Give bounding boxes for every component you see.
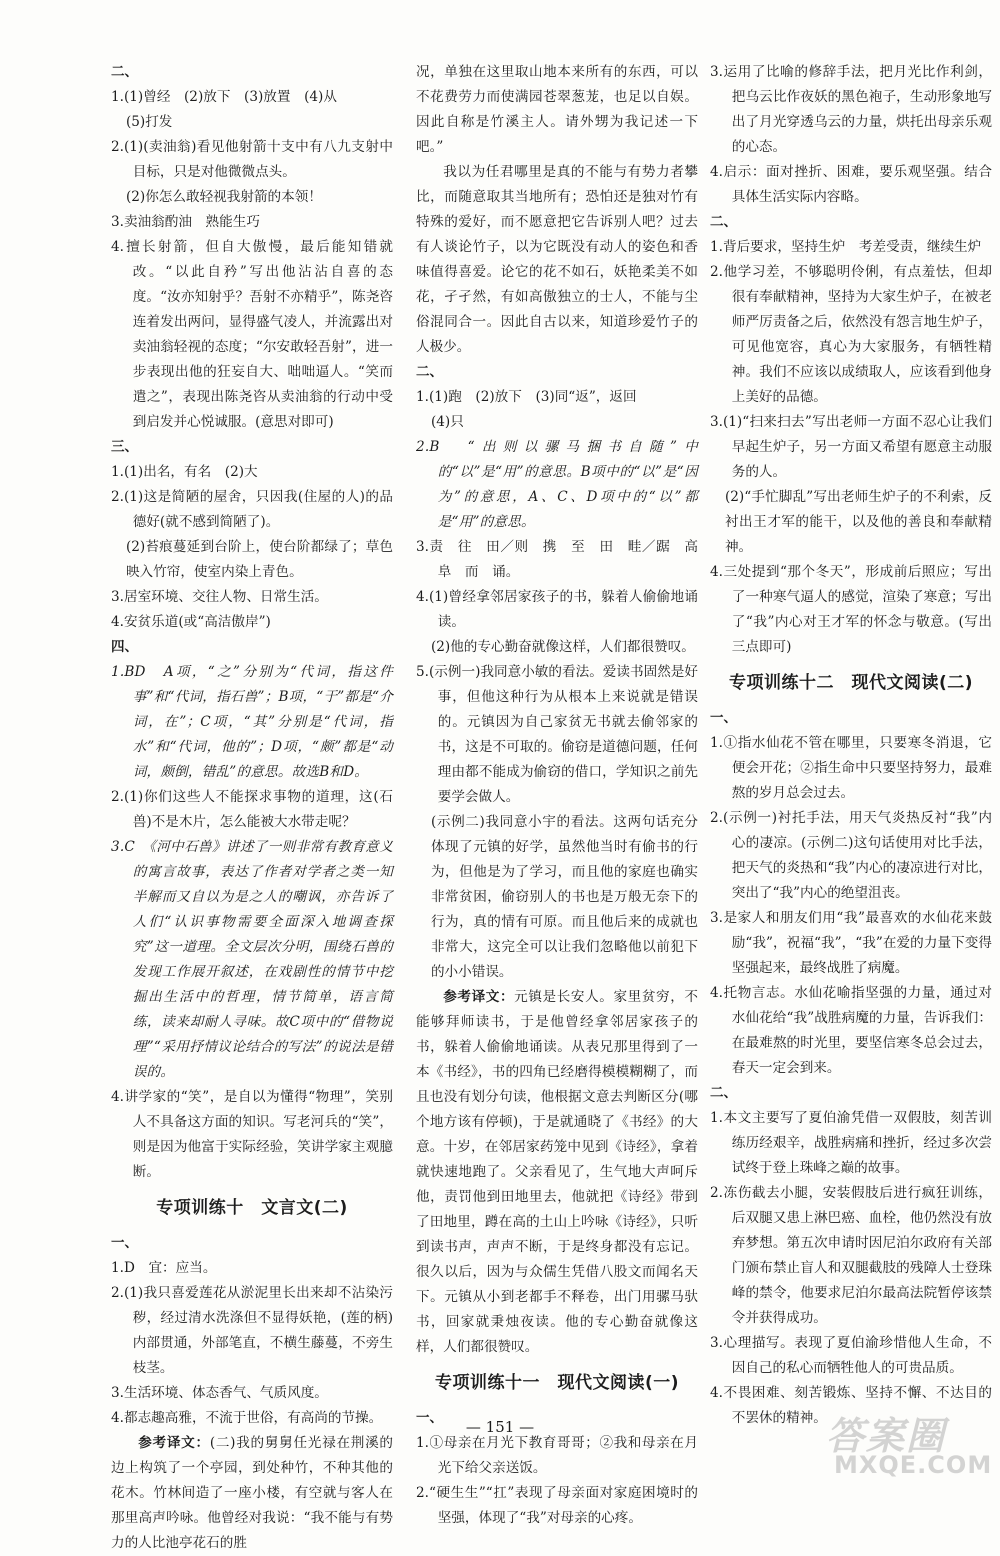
section-marker: 四、 [111,639,138,655]
section-title: 专项训练十 文言文(二) [156,1198,348,1218]
answer-item: 3.责 往 田／则 携 至 田 畦／踞 高 阜 而 诵。 [416,539,712,580]
answer-item: 我以为任君哪里是真的不能与有势力者攀比，而随意取其当地所有；恐怕还是独对竹有特殊的爱好，而不愿意把它告诉别人吧？过去有人谈论竹子，以为它既没有动人的姿色和香味值得喜爱。论它的花不如石，妖艳柔美不如花，孑孑然，有如高傲独立的士人，不能与尘俗混同合一。因此自古以来，知道珍爱竹子的人极少。 [416,164,698,355]
reference-text: 元镇是长安人。家里贫穷，不能够拜师读书，于是他曾经拿邻居家孩子的书，躲着人偷偷地诵读。从表兄那里得到了一本《书经》，书的四角已经磨得模模糊糊了，而且也没有划分句读，他根据文意去判断区分(哪个地方该有停顿)，于是就通晓了《书经》的大意。十岁，在邻居家药笼中见到《诗经》，拿着就快速地跑了。父亲看见了，生气地大声呵斥他，责罚他到田地里去，他就把《诗经》带到了田地里，蹲在高的土山上吟咏《诗经》，只听到读书声，声声不断，于是终身都没有忘记。很久以后，因为与众儒生凭借八股文而闻名天下。元镇从小到老都手不释卷，出门用骡马驮书，回家就秉烛夜读。他的专心勤奋就像这样，人们都很赞叹。 [416,989,699,1355]
answer-item: 3.(1)“扫来扫去”写出老师一方面不忍心让我们早起生炉子，另一方面又希望有愿意主动服务的人。 [710,414,992,480]
answer-item: 2.(1)我只喜爱莲花从淤泥里长出来却不沾染污秽，经过清水洗涤但不显得妖艳，(莲的柄)内部贯通，外部笔直，不横生藤蔓，不旁生枝茎。 [111,1285,393,1376]
page-number: — 151 — [465,1418,535,1436]
section-marker: 二、 [710,1085,737,1101]
answer-item: 1.①指水仙花不管在哪里，只要寒冬消退，它便会开花；②指生命中只要坚持努力，最难熬的岁月总会过去。 [710,735,992,801]
answer-item: 2.(1)这是简陋的屋舍，只因我(住屋的人)的品德好(就不感到简陋了)。 [111,489,393,530]
answer-item: (5)打发 [125,114,173,130]
answer-item: 1.①母亲在月光下教育哥哥；②我和母亲在月光下给父亲送饭。 [416,1435,698,1476]
answer-item: 2.他学习差，不够聪明伶俐，有点羞怯，但却很有奉献精神，坚持为大家生炉子，在被老师严厉责备之后，依然没有怨言地生炉子，可见他宽容，真心为大家服务，有牺牲精神。我们不应该以成绩取人，应该看到他身上美好的品德。 [710,264,992,405]
answer-item: 3.运用了比喻的修辞手法，把月光比作利剑，把乌云比作夜妖的黑色袍子，生动形象地写出了月光穿透乌云的力量，烘托出母亲乐观的心态。 [710,64,992,155]
watermark-url: MXQE.COM [834,1451,993,1479]
answer-item: 4.都志趣高雅，不流于世俗，有高尚的节操。 [111,1410,383,1426]
answer-item: 3.卖油翁酌油 熟能生巧 [111,214,260,230]
answer-item: 1.D 宜：应当。 [111,1260,217,1276]
answer-item: 4.启示：面对挫折、困难，要乐观坚强。结合具体生活实际内容略。 [710,164,992,205]
answer-item: 4.讲学家的“笑”，是自以为懂得“物理”，笑别人不具备这方面的知识。写老河兵的“笑”，则是因为他富于实际经验，笑讲学家主观臆断。 [111,1089,393,1180]
answer-item: 3.心理描写。表现了夏伯渝珍惜他人生命，不因自己的私心而牺牲他人的可贵品质。 [710,1335,992,1376]
answer-item: (示例二)我同意小宇的看法。这两句话充分体现了元镇的好学，虽然他当时有偷书的行为，但他是为了学习，而且他的家庭也确实非常贫困，偷窃别人的书也是万般无奈下的行为，真的情有可原。而且他后来的成就也非常大，这完全可以让我们忽略他以前犯下的小小错误。 [430,814,698,980]
watermark-logo [826,1405,998,1485]
answer-item: 1.(1)曾经 (2)放下 (3)放置 (4)从 [111,89,337,105]
answer-item: 4.安贫乐道(或“高洁傲岸”) [111,614,271,630]
answer-item: 5.(示例一)我同意小敏的看法。爱读书固然是好事，但他这种行为从根本上来说就是错误的。元镇因为自己家贫无书就去偷邻家的书，这是不可取的。偷窃是道德问题，任何理由都不能成为偷窃的借口，学知识之前先要学会做人。 [416,664,698,805]
column-right [710,60,992,1431]
answer-item: 4.托物言志。水仙花喻指坚强的力量，通过对水仙花给“我”战胜病魔的力量，告诉我们：在最难熬的时光里，要坚信寒冬总会过去，春天一定会到来。 [710,985,992,1076]
section-marker: 二、 [111,64,138,80]
section-marker: 一、 [111,1235,138,1251]
reference-text: (二)我的舅舅任光禄在荆溪的边上构筑了一个亭园，到处种竹，不种其他的花木。竹林间造了一座小楼，有空就与客人在那里高声吟咏。他曾经对我说：“我不能与有势力的人比池亭花石的胜 [111,1435,394,1551]
section-marker: 二、 [416,364,443,380]
section-marker: 三、 [111,439,138,455]
answer-item: 3.居室环境、交往人物、日常生活。 [111,589,328,605]
reference-translation [111,1431,393,1556]
reference-label: 参考译文： [443,989,515,1005]
watermark-main: 答案圈 [826,1414,947,1458]
answer-item: 1.BD A项，“之”分别为“代词，指这件事”和“代词，指石兽”；B项，“于”都是“介词，在”；C项，“其”分别是“代词，指水”和“代词，他的”；D项，“颇”都是“动词，颇倒，错乱”的意思。故选B和D。 [111,664,393,780]
section-title: 专项训练十二 现代文阅读(二) [728,673,974,693]
answer-item: 2.(示例一)衬托手法，用天气炎热反衬“我”内心的凄凉。(示例二)这句话使用对比手法，把天气的炎热和“我”内心的凄凉进行对比，突出了“我”内心的绝望沮丧。 [710,810,992,901]
answer-item: 2.(1)(卖油翁)看见他射箭十支中有八九支射中目标，只是对他微微点头。 [111,139,393,180]
answer-item: (4)只 [430,414,464,430]
answer-item: 3.生活环境、体态香气、气质风度。 [111,1385,328,1401]
answer-item: 4.擅长射箭，但自大傲慢，最后能知错就改。“以此自矜”写出他沾沾自喜的态度。“汝亦知射乎？吾射不亦精乎”，陈尧咨连着发出两问，显得盛气凌人，并流露出对卖油翁轻视的态度；“尔安敢轻吾射”，进一步表现出他的狂妄自大、咄咄逼人。“笑而遣之”，表现出陈尧咨从卖油翁的行动中受到启发并心悦诚服。(意思对即可) [111,239,393,430]
answer-item: 2.冻伤截去小腿，安装假肢后进行疯狂训练，后双腿又患上淋巴癌、血栓，他仍然没有放弃梦想。第五次申请时因尼泊尔政府有关部门颁布禁止盲人和双腿截肢的残障人士登珠峰的禁令，他要求尼泊尔最高法院暂停该禁令并获得成功。 [710,1185,992,1326]
section-marker: 一、 [416,1410,443,1426]
answer-item: 2.B “出则以骡马捆书自随”中的“以”是“用”的意思。B项中的“以”是“因为”的意思，A、C、D项中的“以”都是“用”的意思。 [416,439,698,530]
answer-item: (2)你怎么敢轻视我射箭的本领！ [125,189,322,205]
answer-item: 1.(1)出名，有名 (2)大 [111,464,258,480]
section-marker: 一、 [710,710,737,726]
reference-translation [416,985,698,1360]
column-left [111,60,393,1556]
answer-item: 3.C 《河中石兽》讲述了一则非常有教育意义的寓言故事，表达了作者对学者之类一知半解而又自以为是之人的嘲讽，亦告诉了人们“认识事物需要全面深入地调查探究”这一道理。全文层次分明，围绕石兽的发现工作展开叙述，在戏剧性的情节中挖掘出生活中的哲理，情节简单，语言简练，读来却耐人寻味。故C项中的“借物说理”“采用抒情议论结合的写法”的说法是错误的。 [111,839,393,1080]
answer-item: 3.是家人和朋友们用“我”最喜欢的水仙花来鼓励“我”，祝福“我”，“我”在爱的力量下变得坚强起来，最终战胜了病魔。 [710,910,992,976]
reference-label: 参考译文： [138,1435,210,1451]
column-middle [416,60,712,1531]
answer-item: (2)苔痕蔓延到台阶上，使台阶都绿了；草色映入竹帘，使室内染上青色。 [125,539,393,580]
answer-item: 2.(1)你们这些人不能探求事物的道理，这(石兽)不是木片，怎么能被大水带走呢？ [111,789,393,830]
section-marker: 二、 [710,214,737,230]
answer-item: 1.背后要求，坚持生炉 考差受责，继续生炉 [710,239,982,255]
answer-item: (2)他的专心勤奋就像这样，人们都很赞叹。 [430,639,695,655]
answer-item: 1.(1)跑 (2)放下 (3)同“返”，返回 [416,389,637,405]
answer-item: 4.(1)曾经拿邻居家孩子的书，躲着人偷偷地诵读。 [416,589,698,630]
answer-item: 况，单独在这里取山地本来所有的东西，可以不花费劳力而使满园苍翠葱茏，也足以自娱。因此自称是竹溪主人。请外甥为我记述一下吧。” [416,64,698,155]
answer-item: (2)“手忙脚乱”写出老师生炉子的不利索，反衬出王才军的能干，以及他的善良和奉献精神。 [724,489,992,555]
section-title: 专项训练十一 现代文阅读(一) [434,1373,680,1393]
answer-item: 4.不畏困难、刻苦锻炼、坚持不懈、不达目的不罢休的精神。 [710,1385,992,1426]
answer-item: 2.“硬生生”“扛”表现了母亲面对家庭困境时的坚强，体现了“我”对母亲的心疼。 [416,1485,698,1526]
answer-item: 4.三处提到“那个冬天”，形成前后照应；写出了一种寒气逼人的感觉，渲染了寒意；写出了“我”内心对王才军的怀念与敬意。(写出三点即可) [710,564,992,655]
answer-item: 1.本文主要写了夏伯渝凭借一双假肢，刻苦训练历经艰辛，战胜病痛和挫折，经过多次尝试终于登上珠峰之巅的故事。 [710,1110,992,1176]
